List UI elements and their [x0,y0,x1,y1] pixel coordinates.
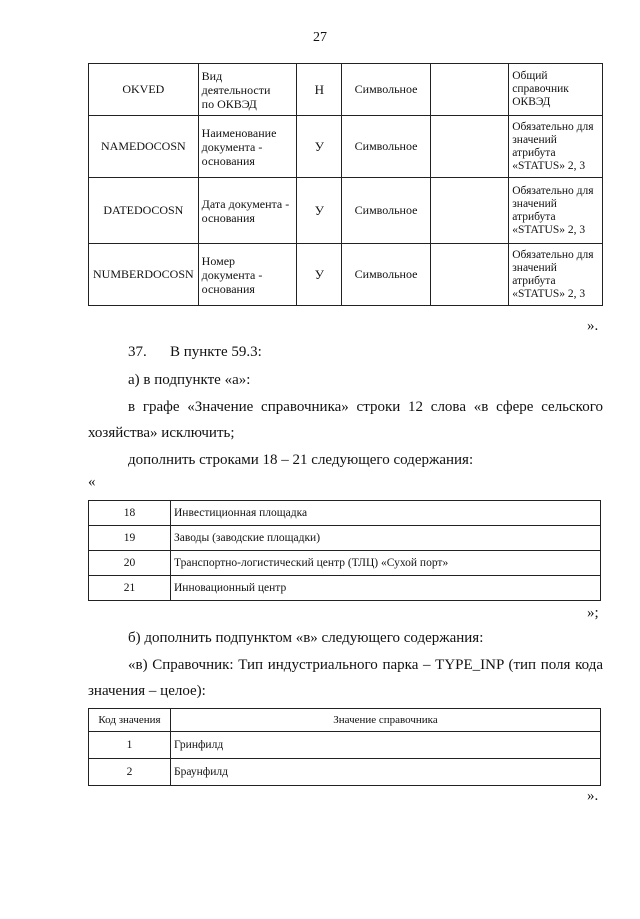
attr-note-line: «STATUS» 2, 3 [512,287,586,300]
attr-note [509,244,603,306]
type-inp-table [88,708,601,786]
attr-note [509,178,603,244]
attr-code: NAMEDOCOSN [89,116,199,178]
table-row [89,64,603,116]
attr-note-line: атрибута [512,210,556,223]
exclude-text-line2: хозяйства» исключить; [88,425,235,441]
value-text: Инновационный центр [171,576,601,601]
dictionary-line1: «в) Справочник: Тип индустриального парка – TYPE_INP (тип поля кода [128,657,603,673]
attr-note-line: Обязательно для [512,248,594,261]
attr-description-line: документа - [201,139,263,154]
attr-description [198,64,297,116]
attr-type: Символьное [342,178,431,244]
item-37-number: 37. [128,344,147,360]
attr-description-line: основания [201,153,255,168]
table-row [89,759,601,786]
value-code: 18 [89,501,171,526]
value-text: Браунфилд [171,759,601,786]
attr-code: OKVED [89,64,199,116]
attr-note-line: значений [512,133,557,146]
value-text: Транспортно-логистический центр (ТЛЦ) «Сухой порт» [171,551,601,576]
item-37-text: В пункте 59.3: [170,344,262,360]
value-code: 2 [89,759,171,786]
table-row [89,501,601,526]
attr-description-line: документа - [201,267,263,282]
table1-closing-quote: ». [587,318,599,334]
attr-description-line: Вид деятельности [201,68,271,97]
attr-extra [430,116,508,178]
header-value: Значение справочника [171,709,601,732]
page-number: 27 [313,30,327,45]
table3-closing-quote: ». [587,788,599,804]
value-code: 1 [89,732,171,759]
value-text: Инвестиционная площадка [171,501,601,526]
attr-note-line: «STATUS» 2, 3 [512,223,586,236]
attr-note-line: значений [512,197,557,210]
attr-description [198,116,297,178]
value-code: 20 [89,551,171,576]
value-text: Заводы (заводские площадки) [171,526,601,551]
dictionary-line2: значения – целое): [88,683,206,699]
values-table [88,500,601,601]
value-text: Гринфилд [171,732,601,759]
open-quote: « [88,474,96,490]
attr-note-line: атрибута [512,274,556,287]
attr-description-line: основания [201,210,255,225]
subitem-b: б) дополнить подпунктом «в» следующего содержания: [128,630,484,646]
attr-note-line: ОКВЭД [512,96,551,108]
attr-description-line: Наименование [201,125,277,140]
table-row [89,116,603,178]
attr-flag: У [297,116,342,178]
attr-description-line: Дата документа - [201,196,290,211]
table2-closing-quote: »; [587,605,599,621]
attr-flag: У [297,244,342,306]
attr-description [198,244,297,306]
attr-extra [430,64,508,116]
attr-note-line: Общий [512,70,548,82]
attr-note [509,116,603,178]
table-row [89,732,601,759]
attr-code: DATEDOCOSN [89,178,199,244]
table-row [89,244,603,306]
attr-note [509,64,603,116]
value-code: 19 [89,526,171,551]
attr-extra [430,244,508,306]
attr-note-line: Обязательно для [512,184,594,197]
attr-flag: Н [297,64,342,116]
attr-note-line: значений [512,261,557,274]
attr-extra [430,178,508,244]
table-row [89,526,601,551]
attr-note-line: Обязательно для [512,120,594,133]
table-row [89,178,603,244]
attr-type: Символьное [342,64,431,116]
attr-type: Символьное [342,244,431,306]
attr-description-line: основания [201,281,255,296]
attr-description-line: Номер [201,253,236,268]
attr-note-line: «STATUS» 2, 3 [512,159,586,172]
table-row [89,551,601,576]
add-rows-text: дополнить строками 18 – 21 следующего содержания: [128,452,474,468]
attr-description-line: по ОКВЭД [201,96,257,111]
attr-code: NUMBERDOCOSN [89,244,199,306]
table-row [89,576,601,601]
attr-type: Символьное [342,116,431,178]
subitem-a: а) в подпункте «а»: [128,372,251,388]
attr-note-line: справочник [512,83,569,95]
attr-description [198,178,297,244]
value-code: 21 [89,576,171,601]
attributes-table [88,63,603,306]
header-code: Код значения [89,709,171,732]
attr-flag: У [297,178,342,244]
attr-note-line: атрибута [512,146,556,159]
exclude-text-line1: в графе «Значение справочника» строки 12 слова «в сфере сельского [128,399,603,415]
